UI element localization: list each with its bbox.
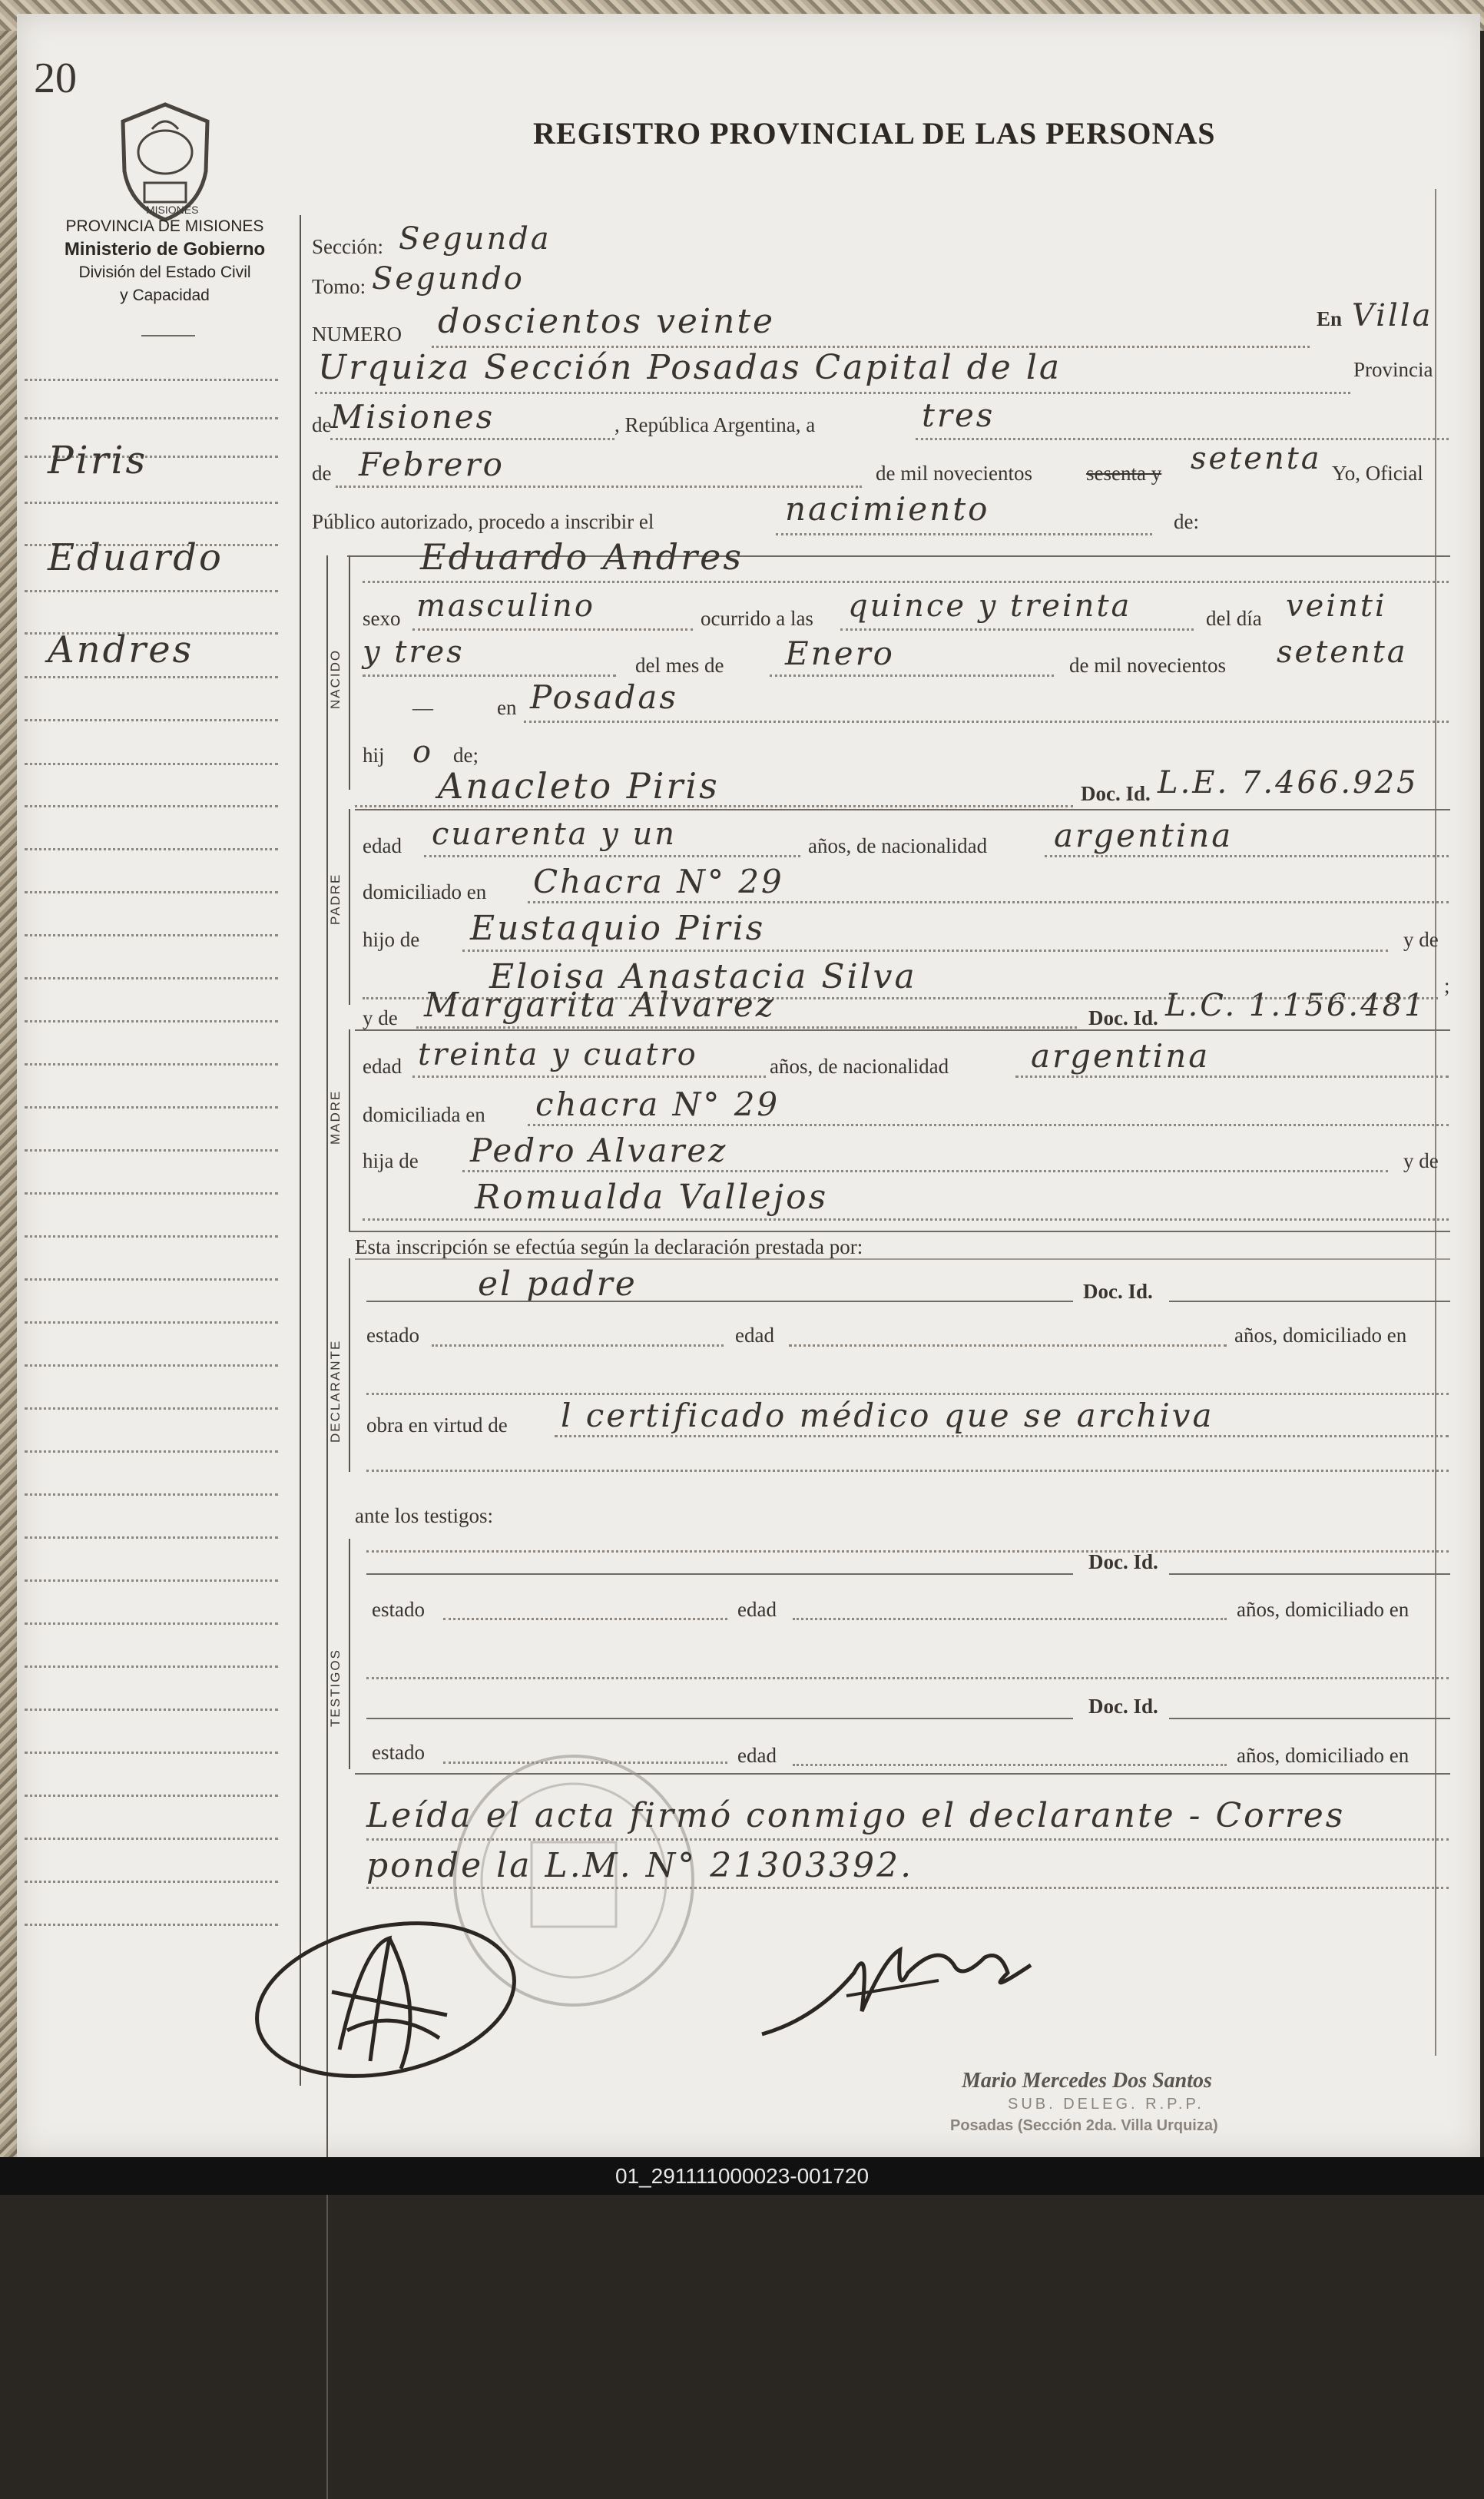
padre-domicilio-value: Chacra N° 29 (533, 863, 784, 900)
testigos-intro: ante los testigos: (355, 1504, 493, 1527)
tomo-value: Segundo (372, 261, 525, 297)
birth-year-value: setenta (1277, 635, 1408, 670)
section-madre: MADRE (328, 1089, 343, 1145)
en-birth-label: en (497, 696, 517, 719)
numero-value: doscientos veinte (438, 302, 776, 341)
padre-semicolon: ; (1444, 974, 1450, 997)
mes-label: del mes de (635, 654, 724, 677)
year-value: setenta (1191, 441, 1322, 476)
ocurrido-label: ocurrido a las (701, 607, 813, 630)
org-ministry: Ministerio de Gobierno (64, 239, 266, 260)
padre-anos-label: años, de nacionalidad (808, 834, 988, 857)
father-doc-label: Doc. Id. (1081, 782, 1151, 805)
declarante-edad-label: edad (735, 1324, 774, 1347)
officer-location-stamp: Posadas (Sección 2da. Villa Urquiza) (950, 2117, 1218, 2134)
hijo-label: hij (363, 744, 385, 767)
hour-value: quince y treinta (848, 588, 1132, 624)
madre-domicilio-label: domiciliada en (363, 1103, 485, 1126)
madre-nacionalidad-value: argentina (1031, 1037, 1211, 1075)
padre-hijo-label: hijo de (363, 928, 420, 951)
hijo-de-label: de; (453, 744, 479, 767)
org-province: PROVINCIA DE MISIONES (65, 217, 264, 235)
madre-domicilio-value: chacra N° 29 (535, 1085, 780, 1123)
closing-line-1: Leída el acta firmó conmigo el declarante - Corres (366, 1796, 1346, 1835)
madre-doc-label: Doc. Id. (1088, 1006, 1158, 1029)
madre-doc-value: L.C. 1.156.481 (1165, 988, 1426, 1023)
madre-name: Margarita Alvarez (424, 986, 776, 1025)
section-padre: PADRE (328, 873, 343, 925)
month-value: Febrero (359, 446, 505, 483)
madre-yde2-label: y de (1403, 1149, 1439, 1172)
madre-anos-label: años, de nacionalidad (770, 1055, 949, 1078)
yo-label: Yo, Oficial (1332, 462, 1423, 485)
padre-edad-label: edad (363, 834, 402, 857)
section-testigos: TESTIGOS (328, 1649, 343, 1727)
hijo-suffix: o (412, 734, 434, 770)
sexo-value: masculino (416, 588, 595, 624)
seccion-value: Segunda (399, 221, 552, 257)
testigo2-edad-label: edad (737, 1744, 777, 1767)
de3-label: de: (1174, 510, 1199, 533)
padre-padre-name: Eustaquio Piris (470, 909, 766, 948)
image-caption-id: 01_291111000023-001720 (0, 2157, 1484, 2195)
organization-block (17, 215, 313, 307)
padre-edad-value: cuarenta y un (432, 817, 677, 852)
declarant-signature (247, 1915, 524, 2084)
seal-text: MISIONES (146, 204, 199, 216)
de2-label: de (312, 462, 332, 485)
officer-title-stamp: SUB. DELEG. R.P.P. (1008, 2096, 1204, 2113)
madre-hija-label: hija de (363, 1149, 419, 1172)
org-divider (141, 335, 195, 336)
sections-border-line (326, 555, 328, 2499)
father-name: Anacleto Piris (438, 765, 720, 807)
org-capacity: y Capacidad (120, 287, 210, 304)
testigo1-doc-label: Doc. Id. (1088, 1550, 1158, 1573)
org-division: División del Estado Civil (78, 263, 251, 281)
testigo2-doc-label: Doc. Id. (1088, 1695, 1158, 1718)
closing-line-2: ponde la L.M. N° 21303392. (366, 1846, 914, 1885)
en-value: Villa (1352, 298, 1433, 333)
coat-of-arms-seal (108, 98, 223, 225)
day-value: tres (922, 396, 995, 434)
document-page (17, 14, 1480, 2157)
sexo-label: sexo (363, 607, 401, 630)
republica-label: , República Argentina, a (614, 413, 816, 436)
section-declarante: DECLARANTE (328, 1339, 343, 1443)
madre-edad-value: treinta y cuatro (418, 1037, 698, 1072)
officer-signature (754, 1927, 1077, 2042)
place-value: Urquiza Sección Posadas Capital de la (318, 348, 1062, 387)
officer-name-stamp: Mario Mercedes Dos Santos (962, 2069, 1212, 2093)
father-doc-value: L.E. 7.466.925 (1158, 765, 1419, 800)
dia-value-continued: y tres (363, 635, 465, 670)
birth-place-value: Posadas (530, 678, 678, 716)
section-nacido: NACIDO (328, 648, 343, 709)
declarante-intro: Esta inscripción se efectúa según la declaración prestada por: (355, 1235, 863, 1258)
dia-value: veinti (1286, 588, 1387, 624)
declarante-name: el padre (478, 1264, 638, 1304)
margin-surname: Piris (48, 438, 148, 482)
de-label: de (312, 413, 332, 436)
margin-border-line (300, 215, 301, 2086)
testigo2-anos-label: años, domiciliado en (1237, 1744, 1409, 1767)
margin-middle-name: Andres (48, 628, 194, 671)
madre-edad-label: edad (363, 1055, 402, 1078)
obra-value: l certificado médico que se archiva (561, 1397, 1214, 1434)
numero-label: NUMERO (312, 323, 402, 346)
padre-madre-name: Eloisa Anastacia Silva (489, 957, 917, 996)
padre-nacionalidad-value: argentina (1054, 817, 1234, 854)
madre-madre-name: Romualda Vallejos (475, 1178, 829, 1217)
act-value: nacimiento (785, 490, 990, 528)
dash: — (412, 696, 433, 719)
publico-label: Público autorizado, procedo a inscribir el (312, 510, 654, 533)
year-struck: sesenta y (1086, 462, 1162, 485)
province-value: Misiones (330, 398, 495, 436)
child-name: Eduardo Andres (420, 536, 744, 578)
en-label: En (1317, 307, 1343, 330)
madre-padre-name: Pedro Alvarez (470, 1132, 728, 1169)
testigo1-estado-label: estado (372, 1598, 425, 1621)
margin-first-name: Eduardo (48, 536, 224, 579)
right-border-line (1435, 189, 1436, 2056)
tomo-label: Tomo: (312, 275, 366, 298)
declarante-estado-label: estado (366, 1324, 419, 1347)
padre-domicilio-label: domiciliado en (363, 880, 487, 903)
padre-yde-label: y de (1403, 928, 1439, 951)
provincia-label: Provincia (1353, 358, 1433, 381)
obra-label: obra en virtud de (366, 1414, 508, 1437)
declarante-anos-label: años, domiciliado en (1234, 1324, 1407, 1347)
testigo1-edad-label: edad (737, 1598, 777, 1621)
page-title: REGISTRO PROVINCIAL DE LAS PERSONAS (533, 116, 1216, 151)
declarante-doc-label: Doc. Id. (1083, 1280, 1153, 1303)
year-label: de mil novecientos (1069, 654, 1226, 677)
madre-yde-label: y de (363, 1006, 398, 1029)
testigo2-estado-label: estado (372, 1741, 425, 1764)
page-number: 20 (34, 55, 77, 102)
testigo1-anos-label: años, domiciliado en (1237, 1598, 1409, 1621)
dia-label: del día (1206, 607, 1262, 630)
seccion-label: Sección: (312, 235, 383, 258)
year-prefix: de mil novecientos (876, 462, 1032, 485)
mes-value: Enero (785, 635, 895, 672)
